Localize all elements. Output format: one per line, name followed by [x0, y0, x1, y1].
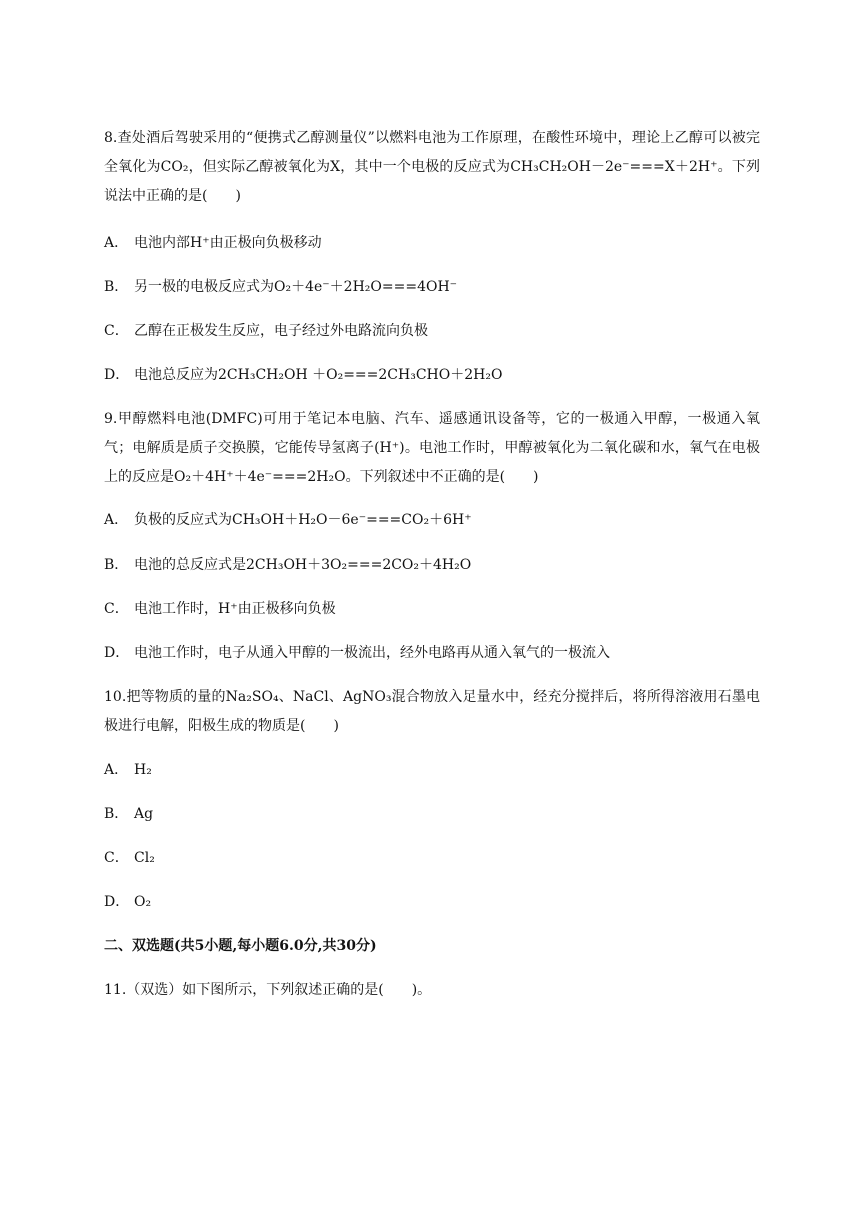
question-10-option-b: [104, 804, 760, 824]
question-11-stem: 11.（双选）如下图所示，下列叙述正确的是( )。: [104, 982, 432, 998]
question-9-option-b: [104, 555, 760, 575]
option-letter: B．: [104, 557, 129, 573]
option-text: 电池总反应为2CH₃CH₂OH ＋O₂===2CH₃CHO＋2H₂O: [134, 367, 503, 383]
option-letter: D．: [104, 367, 130, 383]
question-8-stem: 8.查处酒后驾驶采用的“便携式乙醇测量仪”以燃料电池为工作原理，在酸性环境中，理论上乙醇可以被完全氧化为CO₂，但实际乙醇被氧化为X，其中一个电极的反应式为CH₃CH₂OH－2e⁻===X＋2H⁺。下列说法中正确的是( ): [104, 130, 760, 204]
question-9-option-d: [104, 643, 760, 663]
option-text: O₂: [134, 894, 152, 910]
option-text: 电池工作时，H⁺由正极移向负极: [134, 601, 336, 617]
question-8-option-c: [104, 321, 760, 341]
option-text: 另一极的电极反应式为O₂＋4e⁻＋2H₂O===4OH⁻: [134, 279, 458, 295]
option-text: 电池内部H⁺由正极向负极移动: [134, 235, 322, 251]
option-letter: C．: [104, 850, 129, 866]
option-letter: B．: [104, 279, 129, 295]
option-text: Ag: [134, 806, 154, 822]
question-8-option-b: [104, 277, 760, 297]
option-letter: B．: [104, 806, 129, 822]
option-letter: A．: [104, 512, 129, 528]
option-letter: C．: [104, 601, 129, 617]
option-text: H₂: [134, 762, 152, 778]
option-text: 电池工作时，电子从通入甲醇的一极流出，经外电路再从通入氧气的一极流入: [134, 645, 610, 661]
question-9-option-a: [104, 510, 760, 530]
question-10-stem: 10.把等物质的量的Na₂SO₄、NaCl、AgNO₃混合物放入足量水中，经充分搅拌后，将所得溶液用石墨电极进行电解，阳极生成的物质是( ): [104, 689, 760, 734]
section-heading: 二、双选题(共5小题,每小题6.0分,共30分): [104, 938, 377, 954]
question-10-option-d: [104, 892, 760, 912]
option-text: 电池的总反应式是2CH₃OH＋3O₂===2CO₂＋4H₂O: [134, 557, 472, 573]
option-letter: D．: [104, 894, 130, 910]
option-letter: A．: [104, 762, 129, 778]
option-text: Cl₂: [134, 850, 155, 866]
option-text: 乙醇在正极发生反应，电子经过外电路流向负极: [134, 323, 428, 339]
question-9-option-c: [104, 599, 760, 619]
option-text: 负极的反应式为CH₃OH＋H₂O－6e⁻===CO₂＋6H⁺: [134, 512, 472, 528]
question-10-option-c: [104, 848, 760, 868]
option-letter: D．: [104, 645, 130, 661]
question-8-option-a: [104, 233, 760, 253]
question-9-stem: 9.甲醇燃料电池(DMFC)可用于笔记本电脑、汽车、遥感通讯设备等，它的一极通入甲醇，一极通入氧气；电解质是质子交换膜，它能传导氢离子(H⁺)。电池工作时，甲醇被氧化为二氧化碳和水，氧气在电极上的反应是O₂＋4H⁺＋4e⁻===2H₂O。下列叙述中不正确的是( ): [104, 411, 760, 485]
option-letter: A．: [104, 235, 129, 251]
option-letter: C．: [104, 323, 129, 339]
question-10-option-a: [104, 760, 760, 780]
question-8-option-d: [104, 365, 760, 385]
